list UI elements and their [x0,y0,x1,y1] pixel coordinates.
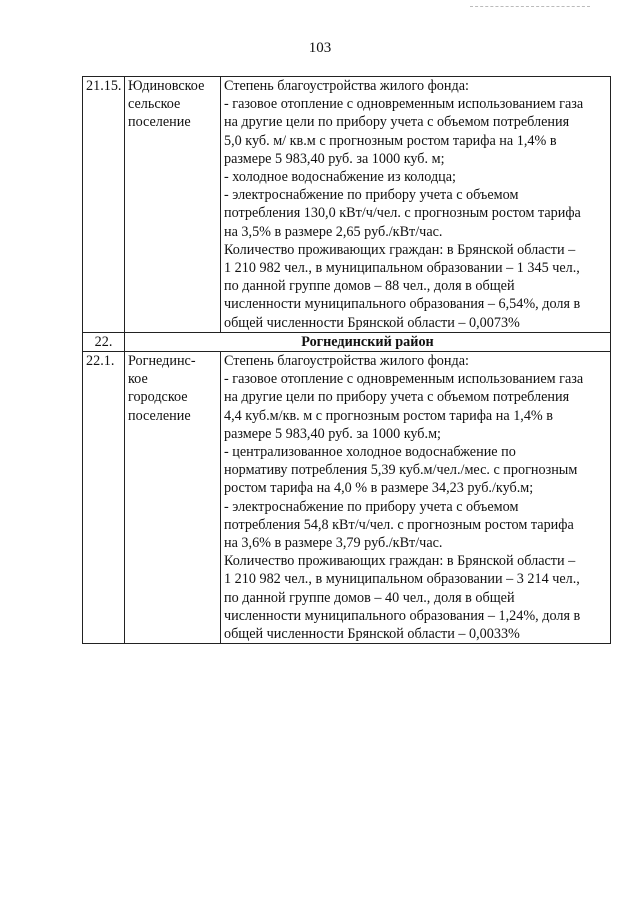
name-line: сельское [128,96,181,113]
desc-line: 4,4 куб.м/кв. м с прогнозным ростом тарифа на 1,4% в [224,407,553,424]
desc-line: на 3,6% в размере 3,79 руб./кВт/час. [224,535,443,552]
housing-description [221,352,611,644]
desc-line: - электроснабжение по прибору учета с объемом [224,187,519,204]
row-number: 21.15. [83,77,125,333]
section-number: 22. [83,332,125,351]
desc-line: Количество проживающих граждан: в Брянской области – [224,553,576,570]
desc-line: численности муниципального образования – 6,54%, доля в [224,296,581,313]
desc-line: на другие цели по прибору учета с объемом потребления [224,389,570,406]
name-line: поселение [128,407,191,424]
desc-line: численности муниципального образования – 1,24%, доля в [224,607,581,624]
desc-line: потребления 130,0 кВт/ч/чел. с прогнозным ростом тарифа [224,205,581,222]
row-number: 22.1. [83,352,125,644]
desc-line: размере 5 983,40 руб. за 1000 куб. м; [224,150,445,167]
municipality-table [82,76,611,644]
desc-line: потребления 54,8 кВт/ч/чел. с прогнозным ростом тарифа [224,516,574,533]
desc-line: Степень благоустройства жилого фонда: [224,353,469,370]
desc-line: 1 210 982 чел., в муниципальном образовании – 1 345 чел., [224,260,580,277]
desc-line: - централизованное холодное водоснабжение по [224,444,516,461]
table-row [83,77,611,333]
desc-line: - электроснабжение по прибору учета с объемом [224,498,519,515]
desc-line: размере 5 983,40 руб. за 1000 куб.м; [224,425,441,442]
section-row [83,332,611,351]
name-line: Юдиновское [128,78,205,94]
name-line: Рогнединс- [128,353,196,370]
section-title: Рогнединский район [125,332,611,351]
desc-line: на 3,5% в размере 2,65 руб./кВт/час. [224,223,443,240]
desc-line: общей численности Брянской области – 0,0073% [224,314,520,331]
desc-line: - газовое отопление с одновременным использованием газа [224,96,584,113]
desc-line: - холодное водоснабжение из колодца; [224,169,456,186]
name-line: поселение [128,114,191,131]
page-number: 103 [308,40,332,56]
desc-line: ростом тарифа на 4,0 % в размере 34,23 руб./куб.м; [224,480,534,497]
table-row [83,352,611,644]
housing-description [221,77,611,333]
desc-line: 1 210 982 чел., в муниципальном образовании – 3 214 чел., [224,571,580,588]
desc-line: по данной группе домов – 88 чел., доля в общей [224,278,515,295]
desc-line: нормативу потребления 5,39 куб.м/чел./мес. с прогнозным [224,462,578,479]
desc-line: 5,0 куб. м/ кв.м с прогнозным ростом тарифа на 1,4% в [224,132,557,149]
desc-line: на другие цели по прибору учета с объемом потребления [224,114,570,131]
scan-mark [470,6,590,9]
settlement-name [125,352,221,644]
name-line: городское [128,389,188,406]
desc-line: - газовое отопление с одновременным использованием газа [224,371,584,388]
desc-line: Количество проживающих граждан: в Брянской области – [224,241,576,258]
desc-line: по данной группе домов – 40 чел., доля в общей [224,589,515,606]
settlement-name [125,77,221,333]
name-line: кое [128,371,148,388]
desc-line: общей численности Брянской области – 0,0033% [224,626,520,643]
desc-line: Степень благоустройства жилого фонда: [224,78,469,94]
